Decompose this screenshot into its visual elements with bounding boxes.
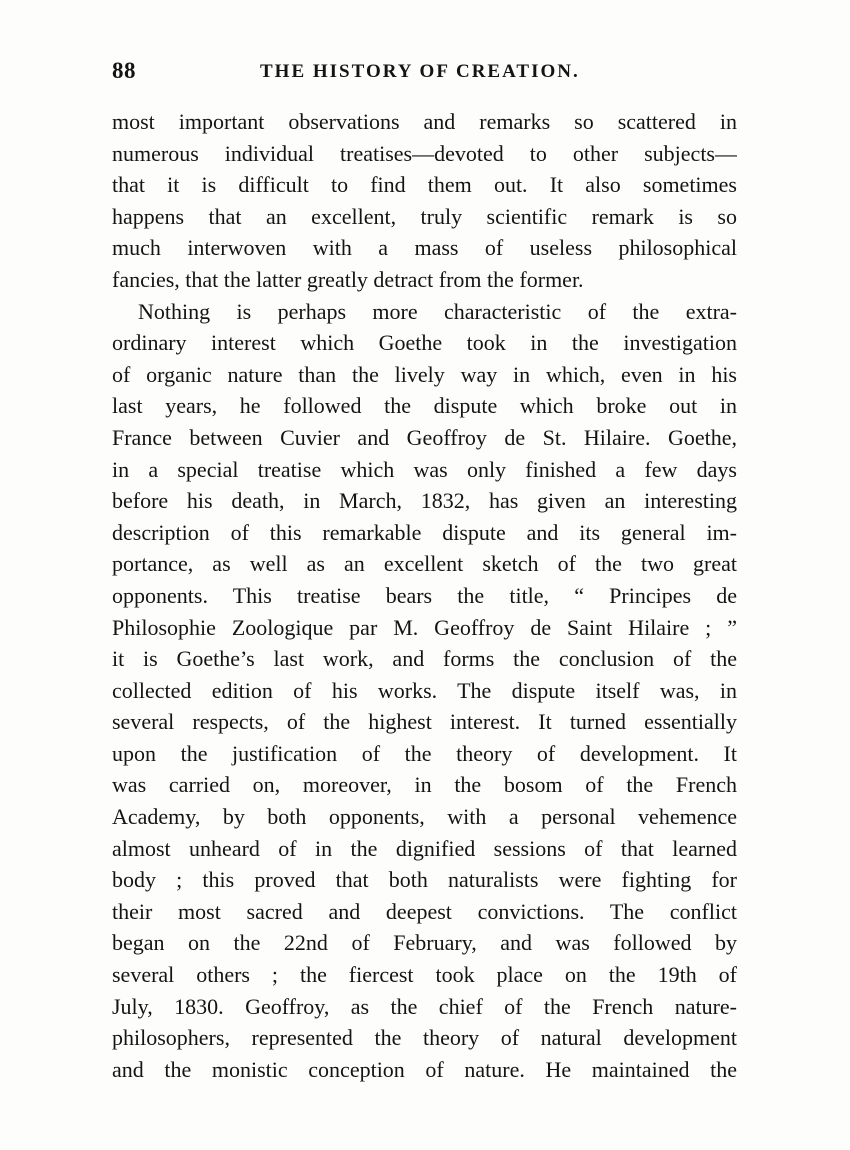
text-line: most important observations and remarks so scattered in: [112, 109, 737, 134]
text-line: July, 1830. Geoffroy, as the chief of the French nature-: [112, 993, 737, 1019]
text-line: France between Cuvier and Geoffroy de St. Hilaire. Goethe,: [112, 424, 737, 450]
paragraph-first-line: Nothing is perhaps more characteristic of the extra-: [138, 298, 737, 324]
text-line: began on the 22nd of February, and was followed by: [112, 930, 737, 956]
text-line: portance, as well as an excellent sketch of the two great: [112, 551, 737, 577]
text-line: collected edition of his works. The dispute itself was, in: [112, 677, 737, 703]
text-line: happens that an excellent, truly scientific remark is so: [112, 203, 737, 229]
body-text: [112, 106, 737, 1085]
text-line: fancies, that the latter greatly detract from the former.: [112, 266, 584, 292]
text-line: description of this remarkable dispute and its general im-: [112, 519, 737, 545]
text-line: opponents. This treatise bears the title, “ Principes de: [112, 582, 737, 608]
text-line: philosophers, represented the theory of natural development: [112, 1025, 737, 1051]
text-line: and the monistic conception of nature. He maintained the: [112, 1056, 737, 1082]
page-number: 88: [112, 58, 136, 83]
text-line: their most sacred and deepest convictions. The conflict: [112, 898, 737, 924]
text-line: it is Goethe’s last work, and forms the conclusion of the: [112, 646, 737, 672]
text-line: was carried on, moreover, in the bosom of the French: [112, 772, 737, 798]
text-line: almost unheard of in the dignified sessions of that learned: [112, 835, 737, 861]
text-line: in a special treatise which was only finished a few days: [112, 456, 737, 482]
text-line: much interwoven with a mass of useless philosophical: [112, 235, 737, 261]
text-line: Academy, by both opponents, with a personal vehemence: [112, 804, 737, 830]
text-line: body ; this proved that both naturalists were fighting for: [112, 867, 737, 893]
text-line: last years, he followed the dispute which broke out in: [112, 393, 737, 419]
text-line: numerous individual treatises—devoted to other subjects—: [112, 140, 737, 166]
text-line: Philosophie Zoologique par M. Geoffroy de Saint Hilaire ; ”: [112, 614, 737, 640]
text-line: before his death, in March, 1832, has given an interesting: [112, 488, 737, 514]
text-line: of organic nature than the lively way in which, even in his: [112, 361, 737, 387]
text-line: several respects, of the highest interest. It turned essentially: [112, 709, 737, 735]
text-line: that it is difficult to find them out. It also sometimes: [112, 172, 737, 198]
text-line: several others ; the fiercest took place on the 19th of: [112, 962, 737, 988]
running-head: [112, 58, 732, 88]
running-title: THE HISTORY OF CREATION.: [260, 61, 580, 82]
text-line: ordinary interest which Goethe took in the investigation: [112, 330, 737, 356]
text-line: upon the justification of the theory of development. It: [112, 740, 737, 766]
